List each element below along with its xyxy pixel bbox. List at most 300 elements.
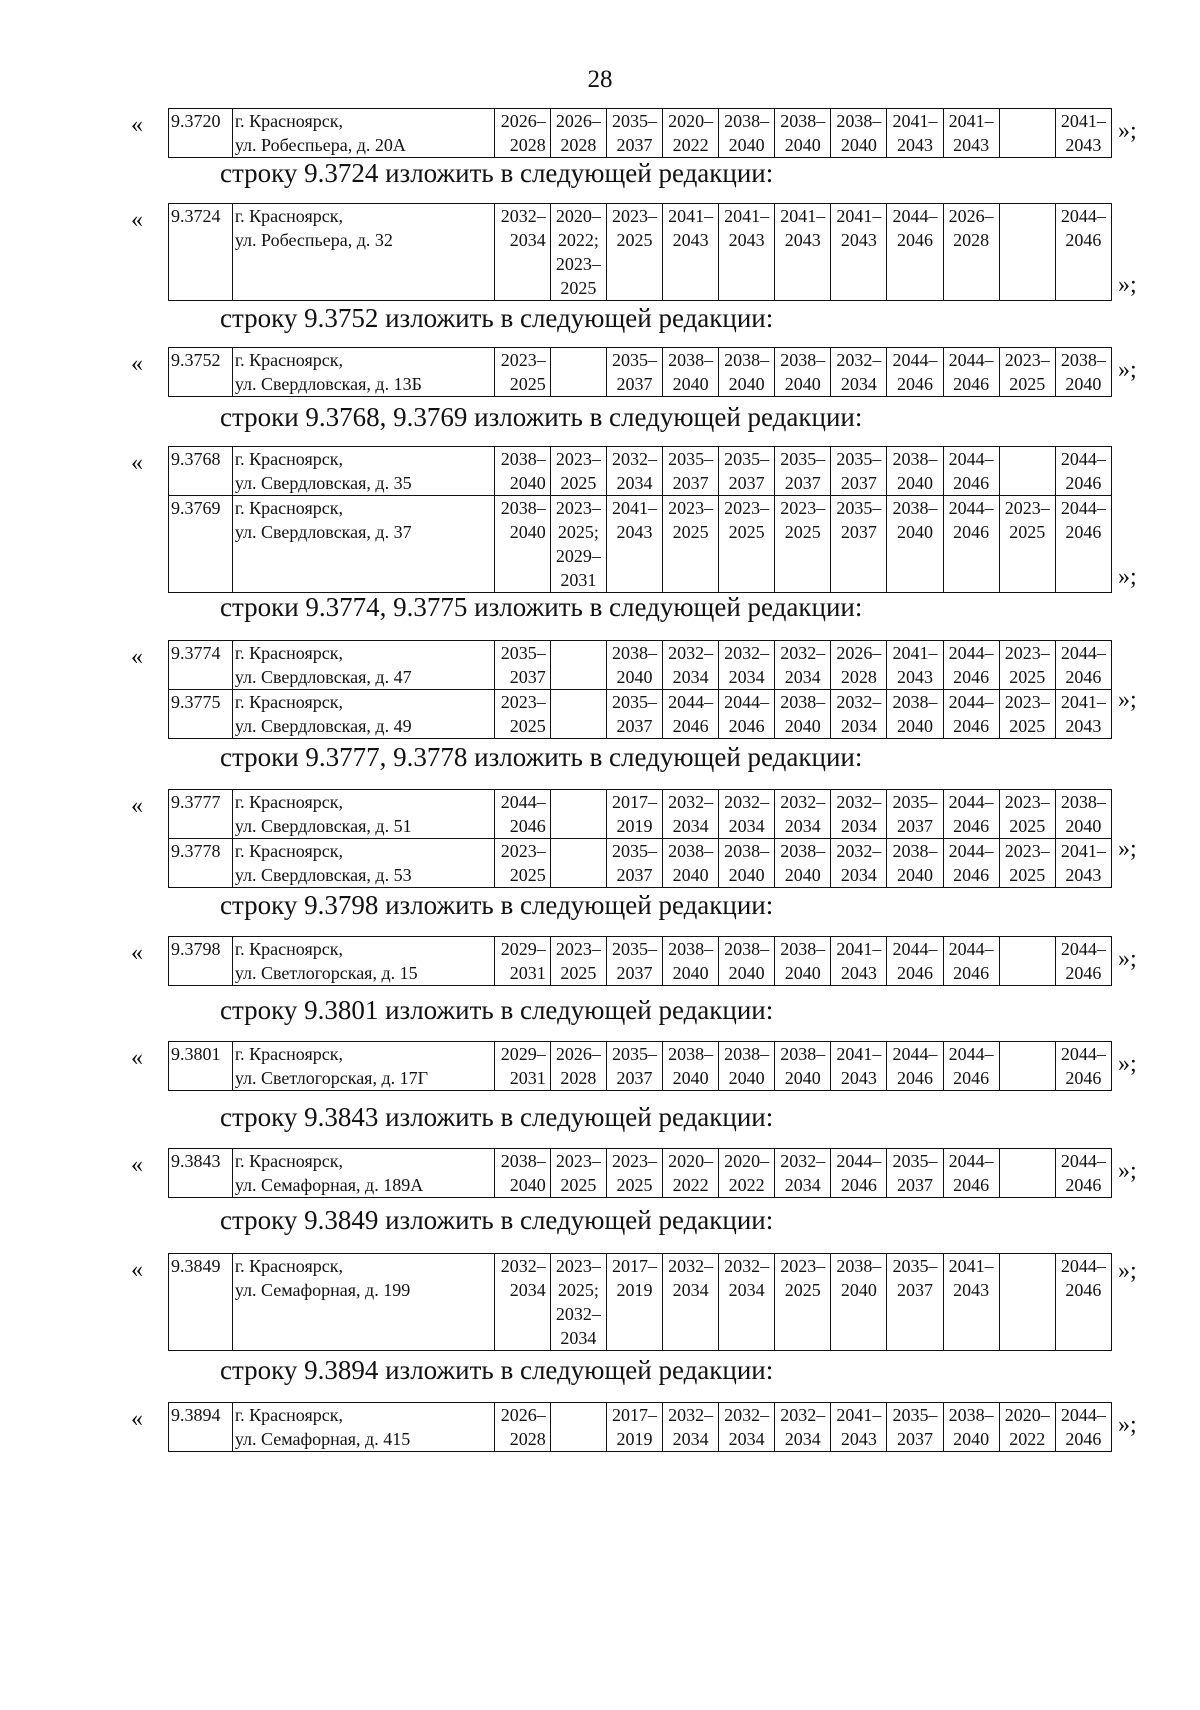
year-text: 2026–: [500, 1405, 546, 1425]
close-quote: »;: [1118, 563, 1137, 590]
year-text: 2026–: [500, 111, 546, 131]
year-text: 2040: [672, 865, 709, 885]
year-text: 2040: [728, 374, 765, 394]
year-text: 2028: [560, 135, 597, 155]
row-number: 9.3768: [169, 447, 233, 496]
year-text: 2044–: [948, 643, 994, 663]
row-number: 9.3775: [169, 690, 233, 739]
address-line: г. Красноярск,: [234, 111, 343, 131]
year-text: 2044–: [724, 692, 770, 712]
year-text: 2023–: [1004, 792, 1050, 812]
year-range-cell: [606, 1403, 662, 1452]
open-quote: «: [131, 351, 143, 377]
amendment-table: [168, 347, 1112, 397]
address-cell: [232, 348, 494, 397]
year-text: 2028: [840, 667, 877, 687]
address-line: г. Красноярск,: [234, 692, 343, 712]
year-text: 2044–: [1060, 1151, 1106, 1171]
year-text: 2023–: [1004, 498, 1050, 518]
year-text: 2043: [1065, 135, 1102, 155]
address-cell: [232, 1042, 494, 1091]
year-text: 2032–: [836, 350, 882, 370]
address-line: ул. Свердловская, д. 51: [234, 816, 412, 836]
year-text: 2023–: [668, 498, 714, 518]
year-text: 2046: [897, 374, 933, 394]
year-text: 2040: [784, 716, 821, 736]
open-quote: «: [131, 450, 143, 476]
year-text: 2044–: [948, 498, 994, 518]
year-text: 2026–: [836, 643, 882, 663]
year-text: 2044–: [948, 792, 994, 812]
year-range-cell: [999, 1149, 1055, 1198]
address-line: г. Красноярск,: [234, 449, 343, 469]
year-text: 2034: [560, 1328, 597, 1348]
year-text: 2034: [672, 1280, 709, 1300]
year-text: 2025: [560, 963, 597, 983]
address-cell: [232, 641, 494, 690]
address-cell: [232, 937, 494, 986]
page-number: 28: [587, 66, 613, 93]
address-line: г. Красноярск,: [234, 1405, 343, 1425]
year-text: 2031: [509, 1068, 546, 1088]
year-text: 2044–: [1060, 206, 1106, 226]
year-text: 2044–: [892, 206, 938, 226]
year-range-cell: [1055, 447, 1111, 496]
amendment-table: [168, 1402, 1112, 1452]
year-range-cell: [719, 447, 775, 496]
year-text: 2041–: [892, 643, 938, 663]
year-range-cell: [663, 790, 719, 839]
address-line: ул. Свердловская, д. 37: [234, 522, 412, 542]
amendment-table: [168, 203, 1112, 301]
year-range-cell: [831, 790, 887, 839]
year-text: 2038–: [668, 350, 714, 370]
address-line: ул. Свердловская, д. 35: [234, 473, 412, 493]
open-quote: «: [131, 644, 143, 670]
year-text: 2023–: [724, 498, 770, 518]
year-text: 2046: [1065, 522, 1102, 542]
year-range-cell: [943, 1403, 999, 1452]
open-quote: «: [131, 1406, 143, 1432]
year-range-cell: [775, 1403, 831, 1452]
year-range-cell: [887, 641, 943, 690]
year-text: 2035–: [836, 449, 882, 469]
year-range-cell: [887, 1042, 943, 1091]
year-text: 2038–: [780, 111, 826, 131]
year-range-cell: [887, 204, 943, 301]
year-range-cell: [494, 109, 550, 158]
year-range-cell: [1055, 496, 1111, 593]
year-range-cell: [999, 204, 1055, 301]
year-range-cell: [550, 839, 606, 888]
year-text: 2044–: [948, 350, 994, 370]
address-line: г. Красноярск,: [234, 1044, 343, 1064]
year-range-cell: [606, 1254, 662, 1351]
year-text: 2044–: [500, 792, 546, 812]
year-range-cell: [999, 690, 1055, 739]
year-text: 2043: [840, 230, 877, 250]
year-text: 2041–: [1060, 841, 1106, 861]
year-text: 2040: [840, 135, 877, 155]
year-text: 2029–: [500, 1044, 546, 1064]
year-range-cell: [831, 204, 887, 301]
year-range-cell: [550, 790, 606, 839]
table-row: [169, 1254, 1112, 1351]
year-text: 2044–: [1060, 498, 1106, 518]
year-range-cell: [943, 641, 999, 690]
open-quote: «: [131, 793, 143, 819]
year-range-cell: [999, 109, 1055, 158]
year-text: 2041–: [948, 1256, 994, 1276]
section-heading: строку 9.3801 изложить в следующей редакции:: [220, 995, 774, 1025]
year-text: 2041–: [1060, 692, 1106, 712]
year-range-cell: [550, 1403, 606, 1452]
year-text: 2040: [672, 963, 709, 983]
year-range-cell: [606, 839, 662, 888]
year-range-cell: [1055, 1149, 1111, 1198]
year-range-cell: [831, 690, 887, 739]
year-text: 2046: [1065, 667, 1102, 687]
year-text: 2035–: [611, 692, 657, 712]
year-text: 2044–: [668, 692, 714, 712]
year-range-cell: [1055, 690, 1111, 739]
year-text: 2025: [616, 1175, 653, 1195]
year-text: 2038–: [948, 1405, 994, 1425]
year-text: 2032–: [668, 1405, 714, 1425]
year-range-cell: [831, 1042, 887, 1091]
row-number: 9.3798: [169, 937, 233, 986]
year-text: 2038–: [668, 1044, 714, 1064]
year-range-cell: [887, 690, 943, 739]
year-text: 2038–: [724, 939, 770, 959]
year-range-cell: [494, 348, 550, 397]
year-range-cell: [494, 937, 550, 986]
year-text: 2020–: [668, 111, 714, 131]
year-text: 2034: [784, 816, 821, 836]
year-text: 2044–: [1060, 939, 1106, 959]
year-text: 2043: [953, 1280, 990, 1300]
year-text: 2037: [840, 473, 877, 493]
address-line: ул. Робеспьера, д. 32: [234, 230, 393, 250]
year-text: 2028: [509, 135, 546, 155]
year-text: 2037: [616, 1068, 653, 1088]
year-text: 2032–: [500, 1256, 546, 1276]
year-text: 2023–: [611, 206, 657, 226]
year-text: 2038–: [780, 841, 826, 861]
amendment-table: [168, 1041, 1112, 1091]
year-text: 2040: [509, 1175, 546, 1195]
year-text: 2025: [728, 522, 765, 542]
year-text: 2044–: [1060, 1044, 1106, 1064]
year-range-cell: [719, 109, 775, 158]
table-row: [169, 690, 1112, 739]
year-range-cell: [943, 937, 999, 986]
year-text: 2023–: [1004, 692, 1050, 712]
year-range-cell: [1055, 790, 1111, 839]
year-range-cell: [943, 790, 999, 839]
year-text: 2025: [784, 522, 821, 542]
year-text: 2034: [840, 374, 877, 394]
year-text: 2032–: [668, 643, 714, 663]
year-text: 2023–: [780, 1256, 826, 1276]
year-text: 2020–: [724, 1151, 770, 1171]
year-range-cell: [719, 790, 775, 839]
year-range-cell: [719, 641, 775, 690]
year-range-cell: [494, 839, 550, 888]
address-line: ул. Свердловская, д. 53: [234, 865, 412, 885]
year-range-cell: [550, 1254, 606, 1351]
year-text: 2025: [560, 473, 597, 493]
year-text: 2032–: [836, 792, 882, 812]
amendment-table: [168, 640, 1112, 739]
close-quote: »;: [1118, 1412, 1137, 1439]
year-range-cell: [663, 1149, 719, 1198]
year-text: 2046: [1065, 1068, 1102, 1088]
address-line: ул. Светлогорская, д. 15: [234, 963, 418, 983]
year-text: 2046: [953, 865, 990, 885]
year-text: 2044–: [948, 841, 994, 861]
year-range-cell: [831, 348, 887, 397]
year-text: 2046: [1065, 230, 1102, 250]
year-text: 2020–: [1004, 1405, 1050, 1425]
address-cell: [232, 790, 494, 839]
year-text: 2032–: [611, 449, 657, 469]
year-range-cell: [494, 690, 550, 739]
year-text: 2032–: [555, 1304, 601, 1324]
year-range-cell: [775, 1254, 831, 1351]
address-cell: [232, 204, 494, 301]
year-text: 2032–: [836, 841, 882, 861]
year-text: 2025: [560, 1175, 597, 1195]
year-text: 2029–: [555, 546, 601, 566]
year-range-cell: [606, 496, 662, 593]
year-text: 2040: [784, 963, 821, 983]
year-text: 2044–: [1060, 1405, 1106, 1425]
year-range-cell: [606, 937, 662, 986]
year-range-cell: [1055, 937, 1111, 986]
year-text: 2034: [728, 1429, 765, 1449]
address-cell: [232, 447, 494, 496]
year-range-cell: [550, 204, 606, 301]
year-text: 2034: [840, 716, 877, 736]
year-text: 2037: [616, 716, 653, 736]
year-text: 2040: [728, 135, 765, 155]
section-heading: строку 9.3843 изложить в следующей редакции:: [220, 1102, 774, 1132]
year-range-cell: [831, 641, 887, 690]
close-quote: »;: [1118, 835, 1137, 862]
year-text: 2040: [897, 716, 933, 736]
year-text: 2041–: [611, 498, 657, 518]
year-text: 2034: [728, 667, 765, 687]
address-line: г. Красноярск,: [234, 498, 343, 518]
year-range-cell: [550, 690, 606, 739]
row-number: 9.3843: [169, 1149, 233, 1198]
year-text: 2038–: [892, 692, 938, 712]
year-range-cell: [663, 839, 719, 888]
year-text: 2034: [784, 1429, 821, 1449]
year-range-cell: [943, 690, 999, 739]
year-text: 2032–: [780, 792, 826, 812]
year-range-cell: [719, 496, 775, 593]
row-number: 9.3849: [169, 1254, 233, 1351]
year-text: 2046: [1065, 473, 1102, 493]
table-row: [169, 839, 1112, 888]
address-line: ул. Свердловская, д. 13Б: [234, 374, 422, 394]
year-range-cell: [663, 348, 719, 397]
year-range-cell: [1055, 109, 1111, 158]
year-text: 2046: [897, 1068, 933, 1088]
year-text: 2043: [728, 230, 765, 250]
year-range-cell: [550, 109, 606, 158]
table-row: [169, 109, 1112, 158]
year-range-cell: [550, 447, 606, 496]
year-text: 2046: [897, 963, 933, 983]
year-text: 2031: [560, 570, 597, 590]
year-text: 2025: [1009, 865, 1046, 885]
year-text: 2046: [953, 1175, 990, 1195]
year-range-cell: [606, 447, 662, 496]
year-text: 2023–: [1004, 643, 1050, 663]
section-heading: строку 9.3724 изложить в следующей редакции:: [220, 158, 774, 188]
year-range-cell: [719, 839, 775, 888]
year-range-cell: [606, 109, 662, 158]
year-text: 2043: [840, 1429, 877, 1449]
year-text: 2019: [616, 1280, 653, 1300]
year-text: 2019: [616, 816, 653, 836]
year-range-cell: [550, 1149, 606, 1198]
amendment-table: [168, 936, 1112, 986]
section-heading: строку 9.3849 изложить в следующей редакции:: [220, 1205, 774, 1235]
year-range-cell: [831, 1149, 887, 1198]
year-range-cell: [494, 1403, 550, 1452]
year-text: 2025: [1009, 816, 1046, 836]
year-text: 2046: [840, 1175, 877, 1195]
year-range-cell: [775, 204, 831, 301]
year-text: 2032–: [724, 643, 770, 663]
year-text: 2019: [616, 1429, 653, 1449]
year-text: 2037: [672, 473, 709, 493]
year-range-cell: [943, 1149, 999, 1198]
year-text: 2031: [509, 963, 546, 983]
year-range-cell: [999, 348, 1055, 397]
year-text: 2038–: [724, 350, 770, 370]
year-range-cell: [943, 1042, 999, 1091]
row-number: 9.3774: [169, 641, 233, 690]
year-text: 2043: [840, 963, 877, 983]
year-range-cell: [775, 348, 831, 397]
year-text: 2046: [953, 963, 990, 983]
year-text: 2034: [784, 667, 821, 687]
year-range-cell: [887, 1149, 943, 1198]
row-number: 9.3769: [169, 496, 233, 593]
year-text: 2026–: [555, 1044, 601, 1064]
year-text: 2041–: [948, 111, 994, 131]
year-text: 2038–: [780, 1044, 826, 1064]
year-range-cell: [831, 1403, 887, 1452]
year-text: 2017–: [611, 1256, 657, 1276]
year-text: 2032–: [668, 1256, 714, 1276]
year-text: 2023–: [555, 498, 601, 518]
year-text: 2044–: [892, 350, 938, 370]
year-text: 2046: [509, 816, 546, 836]
year-text: 2040: [897, 865, 933, 885]
close-quote: »;: [1118, 1258, 1137, 1284]
table-row: [169, 790, 1112, 839]
year-range-cell: [494, 790, 550, 839]
address-line: г. Красноярск,: [234, 643, 343, 663]
year-text: 2040: [784, 1068, 821, 1088]
address-line: г. Красноярск,: [234, 350, 343, 370]
year-range-cell: [494, 447, 550, 496]
year-text: 2028: [560, 1068, 597, 1088]
year-text: 2038–: [780, 939, 826, 959]
year-range-cell: [887, 937, 943, 986]
year-text: 2020–: [668, 1151, 714, 1171]
year-text: 2026–: [948, 206, 994, 226]
year-range-cell: [663, 641, 719, 690]
year-text: 2032–: [724, 792, 770, 812]
year-text: 2038–: [892, 449, 938, 469]
year-text: 2035–: [500, 643, 546, 663]
year-range-cell: [494, 1149, 550, 1198]
address-line: ул. Семафорная, д. 199: [234, 1280, 411, 1300]
year-text: 2037: [509, 667, 546, 687]
amendment-table: [168, 446, 1112, 593]
year-range-cell: [719, 348, 775, 397]
year-text: 2044–: [892, 939, 938, 959]
row-number: 9.3894: [169, 1403, 233, 1452]
year-text: 2022: [672, 1175, 709, 1195]
year-text: 2034: [672, 816, 709, 836]
year-text: 2037: [840, 522, 877, 542]
year-range-cell: [719, 1149, 775, 1198]
year-range-cell: [999, 1403, 1055, 1452]
year-text: 2032–: [836, 692, 882, 712]
close-quote: »;: [1118, 1051, 1137, 1078]
year-text: 2035–: [611, 939, 657, 959]
year-text: 2025: [616, 230, 653, 250]
year-text: 2044–: [948, 1044, 994, 1064]
year-text: 2035–: [836, 498, 882, 518]
year-text: 2038–: [780, 692, 826, 712]
year-text: 2025: [1009, 716, 1046, 736]
year-range-cell: [775, 496, 831, 593]
address-line: ул. Семафорная, д. 189А: [234, 1175, 424, 1195]
open-quote: «: [131, 1152, 143, 1178]
year-text: 2038–: [611, 643, 657, 663]
year-text: 2034: [784, 1175, 821, 1195]
year-text: 2038–: [892, 841, 938, 861]
year-text: 2025;: [557, 1280, 599, 1300]
year-range-cell: [550, 641, 606, 690]
year-range-cell: [999, 1042, 1055, 1091]
year-range-cell: [550, 1042, 606, 1091]
year-text: 2044–: [948, 1151, 994, 1171]
year-text: 2017–: [611, 792, 657, 812]
open-quote: «: [131, 940, 143, 966]
address-cell: [232, 496, 494, 593]
year-range-cell: [550, 496, 606, 593]
year-range-cell: [494, 204, 550, 301]
table-row: [169, 1149, 1112, 1198]
year-text: 2034: [728, 816, 765, 836]
year-text: 2043: [672, 230, 709, 250]
year-range-cell: [663, 204, 719, 301]
year-text: 2023–: [500, 692, 546, 712]
year-text: 2038–: [892, 498, 938, 518]
year-text: 2023–: [780, 498, 826, 518]
year-text: 2023–: [555, 449, 601, 469]
